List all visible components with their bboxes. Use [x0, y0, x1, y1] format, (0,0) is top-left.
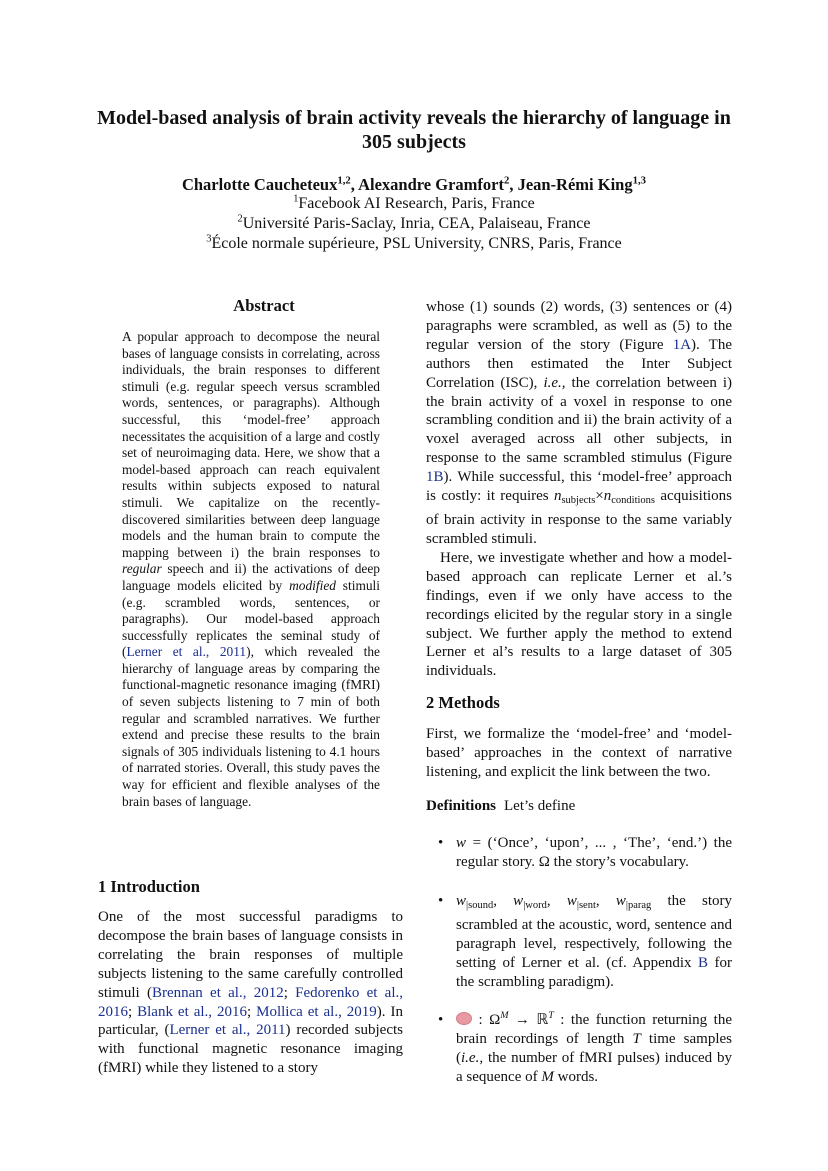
paragraph: Here, we investigate whether and how a model-based approach can replicate Lerner et al.’s findings, even if we only have access to the recordings elicited by the regular story in a single subject. We further apply the method to extend Lerner et al’s results to a large dataset of 305 individuals. [426, 549, 732, 680]
brain-icon [456, 1012, 472, 1025]
citation-link[interactable]: Brennan et al., 2012 [151, 984, 284, 1001]
author-affil-sup: 1,2 [337, 174, 351, 187]
list-item: • : $\Omega^M$ → ℝ$^T$ : the function returning the brain recordings of length T time samples (i.e., the number of fMRI pulses) induced by a sequence of M words. [438, 1010, 733, 1086]
figure-link[interactable]: 1B [426, 469, 444, 486]
section-heading-introduction: 1 Introduction [98, 877, 200, 896]
affiliation: $^2$Université Paris-Saclay, Inria, CEA, Palaiseau, France [237, 213, 591, 232]
definitions-list [426, 834, 732, 1107]
definitions-label: Definitions [426, 798, 497, 814]
author-name: Jean-Rémi King [517, 175, 633, 194]
definitions-paragraph: Definitions Let’s define [426, 798, 576, 814]
author-name: Charlotte Caucheteux [181, 175, 338, 194]
citation-link[interactable]: Lerner et al., 2011 [126, 644, 247, 660]
figure-link[interactable]: 1A [672, 336, 692, 353]
author-affil-sup: 1,3 [632, 174, 647, 187]
author-affil-sup: 2 [503, 174, 510, 187]
author-list: Charlotte Caucheteux$^{1,2}$, Alexandre Gramfort$^2$, Jean-Rémi King$^{1,3}$ [181, 174, 647, 194]
citation-link[interactable]: Fedorenko et al., 2016 [98, 984, 404, 1020]
introduction-body: One of the most successful paradigms to decompose the brain bases of language consists in correlating the brain responses of multiple subjects listening to the same carefully controlled stimuli (Brennan et al., 2012; Fedorenko et al., 2016; Blank et al., 2016; Mollica et al., 2019). In particular, (Lerner et al., 2011) recorded subjects with functional magnetic resonance imaging (fMRI) while they listened to a story [98, 909, 404, 1077]
affiliation: $^1$Facebook AI Research, Paris, France [293, 193, 535, 212]
citation-link[interactable]: Blank et al., 2016 [137, 1003, 247, 1020]
citation-link[interactable]: Mollica et al., 2019 [256, 1003, 377, 1020]
list-item: • w = (‘Once’, ‘upon’, ... , ‘The’, ‘end.’) the regular story. Ω the story’s vocabulary. [438, 835, 732, 870]
affiliation: $^3$École normale supérieure, PSL University, CNRS, Paris, France [206, 233, 622, 252]
paper-title: Model-based analysis of brain activity reveals the hierarchy of language in 305 subjects [97, 107, 731, 153]
list-item: • $w_{|sound}$, $w_{|word}$, $w_{|sent}$, $w_{|parag}$ the story scrambled at the acoustic, word, sentence and paragraph level, respectively, following the setting of Lerner et al. (cf. Appendix B for the scrambling paradigm). [438, 892, 732, 990]
abstract-heading: Abstract [233, 296, 295, 315]
methods-intro: First, we formalize the ‘model-free’ and ‘model-based’ approaches in the context of narrative listening, and explicit the link between the two. [426, 726, 732, 780]
author-name: Alexandre Gramfort [358, 175, 504, 194]
citation-link[interactable]: Lerner et al., 2011 [169, 1022, 286, 1039]
abstract-body: A popular approach to decompose the neural bases of language consists in correlating, across individuals, the brain responses to different stimuli (e.g. regular speech versus scrambled words, sentences, or paragraphs). Although successful, this ‘model-free’ approach necessitates the acquisition of a large and costly set of neuroimaging data. Here, we show that a model-based approach can reach equivalent results within subjects exposed to natural stimuli. We capitalize on the recently-discovered similarities between deep language models and the human brain to compute the mapping between i) the brain responses to regular speech and ii) the activations of deep language models elicited by modified stimuli (e.g. scrambled words, sentences, or paragraphs). Our model-based approach successfully replicates the seminal study of (Lerner et al., 2011), which revealed the hierarchy of language areas by comparing the functional-magnetic resonance imaging (fMRI) of seven subjects listening to 7 min of both regular and scrambled narratives. We further extend and precise these results to the brain signals of 305 individuals listening to 4.1 hours of narrated stories. Overall, this study paves the way for efficient and flexible analyses of the brain bases of language. [122, 329, 381, 809]
section-heading-methods: 2 Methods [426, 693, 500, 712]
right-column-body: whose (1) sounds (2) words, (3) sentences or (4) paragraphs were scrambled, as well as (5) to the regular version of the story (Figure 1A). The authors then estimated the Inter Subject Correlation (ISC), i.e., the correlation between i) the brain activity of a voxel in response to one scrambling condition and ii) the brain activity of a voxel averaged across all other subjects, in response to the same scrambled stimulus (Figure 1B). While successful, this ‘model-free’ approach is costly: it requires $n_{subjects}\times n_{conditions}$ acquisitions of brain activity in response to the same variably scrambled stimuli. Here, we investigate whether and how a model-based approach can replicate Lerner et al.’s findings, even if we only have access to the recordings elicited by the regular story in a single subject. We further apply the method to extend Lerner et al’s results to a large dataset of 305 individuals. [426, 299, 733, 680]
appendix-link[interactable]: B [698, 954, 709, 971]
